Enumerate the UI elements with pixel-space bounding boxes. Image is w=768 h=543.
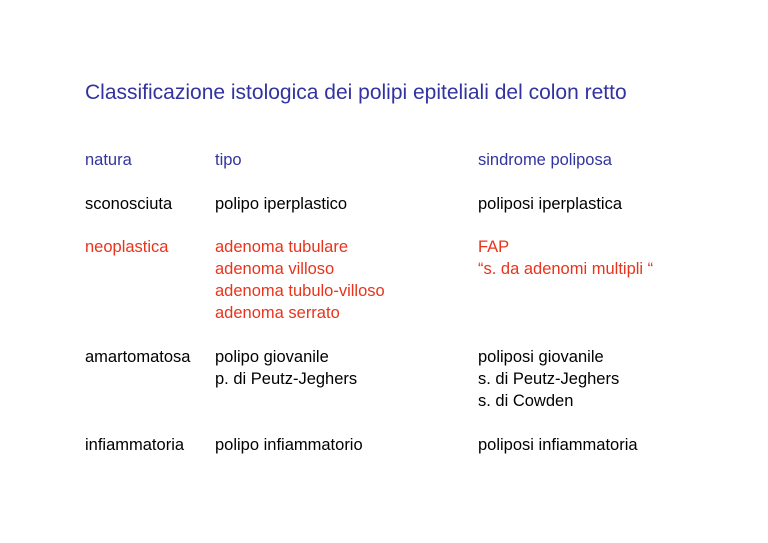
tipo-item: polipo infiammatorio <box>215 436 363 454</box>
tipo-item: p. di Peutz-Jeghers <box>215 370 358 388</box>
sindrome-item: poliposi iperplastica <box>478 195 622 213</box>
sindrome-item: “s. da adenomi multipli “ <box>478 260 654 278</box>
tipo-item: adenoma serrato <box>215 304 340 322</box>
column-header-sindrome: sindrome poliposa <box>478 151 612 169</box>
row-neoplastica-sindrome <box>478 236 653 280</box>
sindrome-item: poliposi giovanile <box>478 348 604 366</box>
column-header-natura: natura <box>85 151 132 169</box>
row-amartomatosa-natura: amartomatosa <box>85 348 191 366</box>
tipo-item: adenoma tubulare <box>215 238 349 256</box>
row-neoplastica-tipo <box>215 236 385 324</box>
row-sconosciuta-natura: sconosciuta <box>85 195 173 213</box>
tipo-item: polipo iperplastico <box>215 195 348 213</box>
row-amartomatosa-sindrome <box>478 346 619 412</box>
row-infiammatoria-natura: infiammatoria <box>85 436 185 454</box>
tipo-item: adenoma tubulo-villoso <box>215 282 385 300</box>
row-amartomatosa-tipo <box>215 346 357 390</box>
tipo-item: polipo giovanile <box>215 348 329 366</box>
slide-title: Classificazione istologica dei polipi epiteliali del colon retto <box>85 81 627 104</box>
row-sconosciuta-sindrome <box>478 193 622 215</box>
sindrome-item: s. di Peutz-Jeghers <box>478 370 620 388</box>
sindrome-item: poliposi infiammatoria <box>478 436 638 454</box>
tipo-item: adenoma villoso <box>215 260 335 278</box>
sindrome-item: s. di Cowden <box>478 392 574 410</box>
sindrome-item: FAP <box>478 238 510 256</box>
row-neoplastica-natura: neoplastica <box>85 238 169 256</box>
column-header-tipo: tipo <box>215 151 242 169</box>
row-infiammatoria-sindrome <box>478 434 638 456</box>
row-infiammatoria-tipo <box>215 434 363 456</box>
row-sconosciuta-tipo <box>215 193 347 215</box>
